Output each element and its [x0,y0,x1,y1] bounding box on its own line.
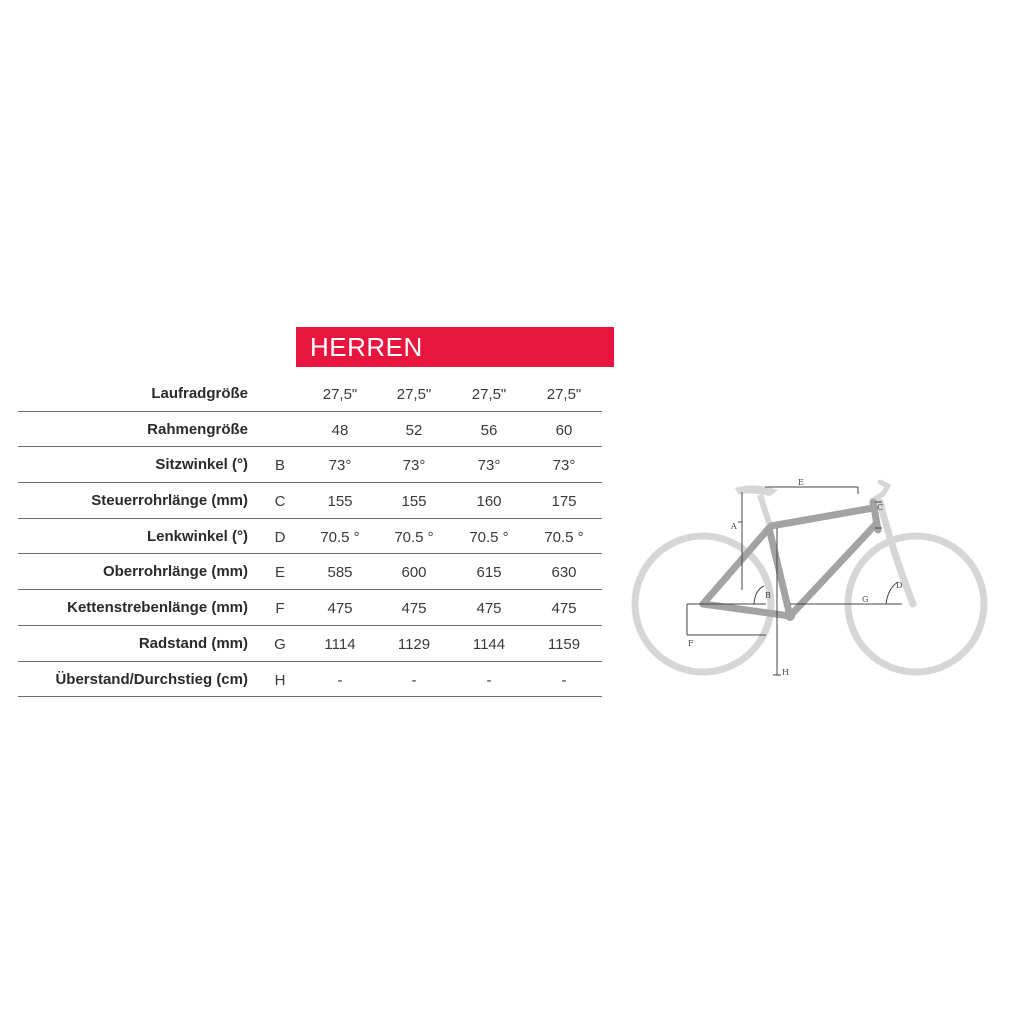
frame [703,502,878,616]
dimension-label-h: H [782,668,789,677]
cell: 70.5 ° [394,528,434,546]
table-row [18,483,602,519]
cell: 73° [402,457,426,475]
cell: 630 [551,564,577,582]
cell: 70.5 ° [320,528,360,546]
row-label: Oberrohrlänge (mm) [102,563,248,581]
table-row [18,626,602,662]
cell: 73° [477,457,501,475]
cell: 1144 [472,635,506,653]
cell: 27,5" [396,386,432,403]
dimension-label-c: C [877,503,884,512]
cell: 70.5 ° [469,528,509,546]
cell: - [337,671,343,689]
row-code: H [274,671,286,689]
table-row [18,447,602,483]
row-label: Lenkwinkel (°) [146,527,248,545]
row-code: F [275,600,285,618]
cell: 1159 [547,635,581,653]
table-row [18,376,602,412]
table-row [18,519,602,555]
row-label: Radstand (mm) [138,634,248,652]
cell: 27,5" [546,386,582,403]
dimension-label-e: E [798,478,804,487]
dimension-label-d: D [896,581,903,590]
cell: 475 [476,600,502,618]
cell: 160 [476,493,502,511]
row-label: Sitzwinkel (°) [155,456,248,474]
cell: 70.5 ° [544,528,584,546]
cell: - [561,671,567,689]
table-row [18,554,602,590]
cell: 175 [551,493,577,511]
cell: 475 [327,600,353,618]
cell: - [486,671,492,689]
cell: - [411,671,417,689]
row-label: Rahmengröße [147,420,248,438]
cell: 475 [551,600,577,618]
cell: 585 [327,564,353,582]
row-code: G [274,635,286,653]
dimension-label-a: A [731,522,737,531]
header-title: HERREN [310,332,423,362]
geometry-table [18,376,602,697]
cell: 155 [327,493,353,511]
bike-geometry-diagram [630,470,990,685]
cell: 1129 [397,635,431,653]
cell: 27,5" [322,386,358,403]
table-row [18,662,602,698]
row-code: C [274,493,286,511]
header-band [296,327,614,367]
cell: 475 [401,600,427,618]
table-row [18,412,602,448]
row-code: D [274,528,286,546]
cell: 60 [555,421,573,439]
cell: 48 [331,421,349,439]
dimension-label-b: B [765,591,771,600]
cell: 73° [552,457,576,475]
cell: 73° [328,457,352,475]
handlebar [873,482,888,500]
row-code: B [274,457,285,475]
cell: 615 [476,564,502,582]
cell: 155 [401,493,427,511]
row-label: Steuerrohrlänge (mm) [91,492,248,510]
cell: 27,5" [471,386,507,403]
row-label: Überstand/Durchstieg (cm) [55,670,248,688]
table-row [18,590,602,626]
cell: 600 [401,564,427,582]
cell: 52 [405,421,423,439]
dimension-label-f: F [688,639,694,648]
row-code: E [274,564,285,582]
bottom-bracket [785,611,795,621]
row-label: Kettenstrebenlänge (mm) [67,599,248,617]
cell: 1114 [324,635,356,653]
cell: 56 [480,421,498,439]
row-label: Laufradgröße [151,385,248,402]
seatpost [760,495,770,526]
dimension-label-g: G [862,595,869,604]
